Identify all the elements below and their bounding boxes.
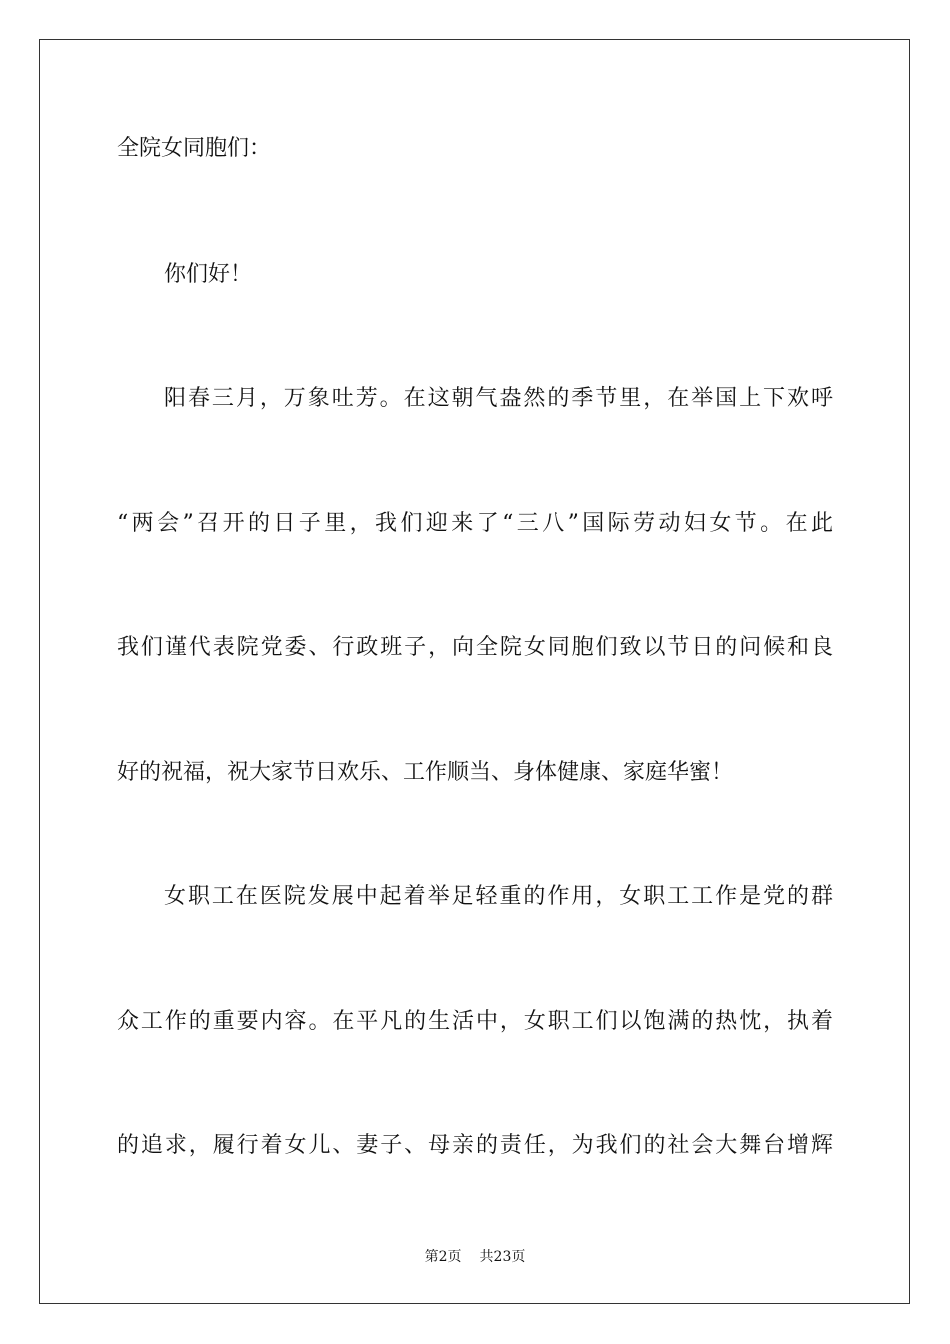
salutation: 全院女同胞们： [117,136,272,161]
paragraph-1-line-3: 我们谨代表院党委、行政班子，向全院女同胞们致以节日的问候和良 [117,635,833,660]
page-footer [0,1248,950,1266]
page-number: 第2页 [424,1249,462,1265]
page-total: 共23页 [479,1249,526,1265]
paragraph-1-line-1: 阳春三月，万象吐芳。在这朝气盎然的季节里，在举国上下欢呼 [164,386,833,411]
paragraph-1-line-4: 好的祝福，祝大家节日欢乐、工作顺当、身体健康、家庭华蜜！ [117,760,734,785]
paragraph-2-line-2: 众工作的重要内容。在平凡的生活中，女职工们以饱满的热忱，执着 [117,1009,833,1034]
paragraph-1-line-2: “两会”召开的日子里，我们迎来了“三八”国际劳动妇女节。在此 [117,511,833,536]
paragraph-2-line-1: 女职工在医院发展中起着举足轻重的作用，女职工工作是党的群 [164,884,833,909]
page-border [39,39,910,1304]
greeting: 你们好！ [164,262,253,287]
paragraph-2-line-3: 的追求，履行着女儿、妻子、母亲的责任，为我们的社会大舞台增辉 [117,1133,833,1158]
